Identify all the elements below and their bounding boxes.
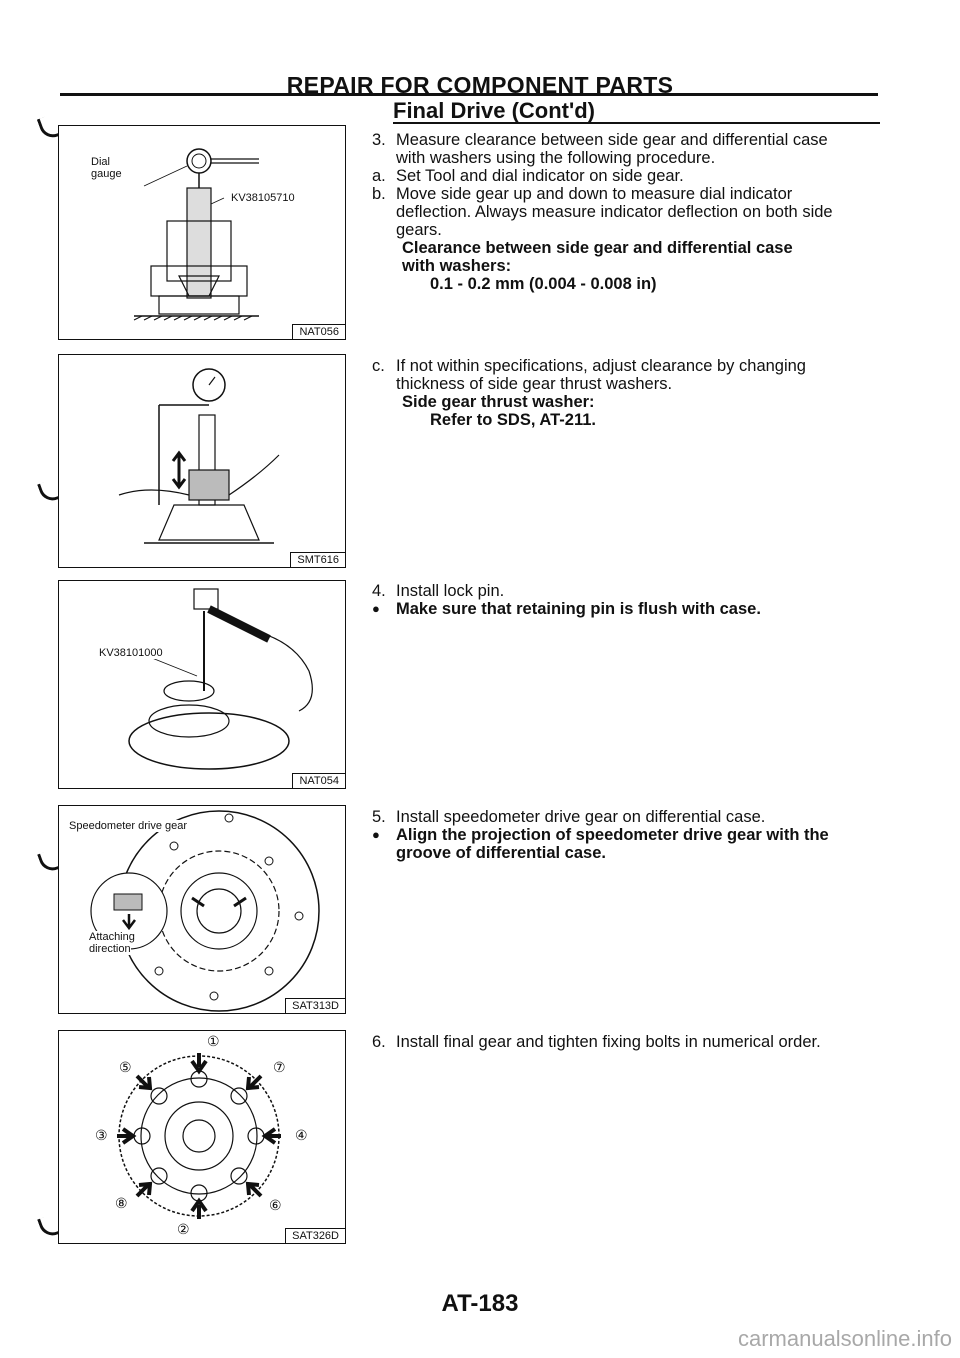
substep-mark: b. [372, 185, 386, 203]
step-number: 4. [372, 582, 386, 600]
step-6-text: Install final gear and tighten fixing bolts in numerical order. [396, 1033, 821, 1051]
fig-label-speedometer: Speedometer drive gear [69, 820, 188, 832]
bullet: ● [372, 601, 380, 616]
step-4-note [372, 600, 882, 618]
figure-code: SAT313D [285, 998, 345, 1013]
figure-dial-gauge [58, 125, 346, 340]
figure-speedometer-gear [58, 805, 346, 1014]
fig-label-attaching: Attaching [89, 931, 135, 943]
step-number: 5. [372, 808, 386, 826]
bolt-number-7: ⑦ [273, 1059, 286, 1075]
step-6 [372, 1033, 882, 1051]
step-4-text: Install lock pin. [396, 582, 505, 600]
spec-title: with washers: [402, 257, 512, 275]
figure-lock-pin [58, 580, 346, 789]
spec-title: Clearance between side gear and differential case [402, 239, 793, 257]
step-c [372, 357, 882, 393]
step-3b-line3: gears. [396, 221, 442, 239]
figure-code: NAT056 [292, 324, 345, 339]
step-3-line1: Measure clearance between side gear and differential case [396, 131, 828, 149]
step-6-block [372, 1033, 882, 1051]
step-c-block [372, 357, 882, 429]
spec-value: Refer to SDS, AT-211. [430, 411, 596, 429]
step-3a [372, 167, 882, 185]
figure-bolt-order [58, 1030, 346, 1244]
bolt-number-3: ③ [95, 1127, 108, 1143]
step-5-block [372, 808, 882, 862]
figure-code: SAT326D [285, 1228, 345, 1243]
step-4-block [372, 582, 882, 618]
step-c-line2: thickness of side gear thrust washers. [396, 375, 673, 393]
bullet: ● [372, 827, 380, 842]
figure-measure [58, 354, 346, 568]
step-3a-text: Set Tool and dial indicator on side gear. [396, 167, 684, 185]
spec-value: 0.1 - 0.2 mm (0.004 - 0.008 in) [430, 275, 657, 293]
bolt-number-8: ⑧ [115, 1195, 128, 1211]
spec-title: Side gear thrust washer: [402, 393, 595, 411]
bolt-number-6: ⑥ [269, 1197, 282, 1213]
bolt-number-1: ① [207, 1033, 220, 1049]
section-rule [393, 122, 880, 124]
fig-label-direction: direction [89, 943, 131, 955]
step-number: 3. [372, 131, 386, 149]
fig-label-dial: Dial [91, 156, 110, 168]
figure-code: SMT616 [290, 552, 345, 567]
measure-illustration [59, 355, 345, 567]
header-rule [60, 93, 878, 96]
lock-pin-illustration [59, 581, 345, 788]
step-5-text: Install speedometer drive gear on differential case. [396, 808, 766, 826]
step-3b-line1: Move side gear up and down to measure dial indicator [396, 185, 793, 203]
step-3 [372, 131, 882, 167]
step-5-note [372, 826, 882, 862]
step-4-note-text: Make sure that retaining pin is flush with case. [396, 600, 761, 618]
step-c-line1: If not within specifications, adjust clearance by changing [396, 357, 806, 375]
step-number: 6. [372, 1033, 386, 1051]
step-5 [372, 808, 882, 826]
step-3-line2: with washers using the following procedure. [396, 149, 716, 167]
step-3b [372, 185, 882, 239]
fig-label-tool: KV38101000 [99, 647, 163, 659]
substep-mark: a. [372, 167, 386, 185]
step-3-block [372, 131, 882, 293]
step-4 [372, 582, 882, 600]
page-number: AT-183 [441, 1290, 519, 1317]
speedometer-gear-illustration [59, 806, 345, 1013]
step-5-note-line2: groove of differential case. [396, 844, 606, 862]
bolt-number-4: ④ [295, 1127, 308, 1143]
step-5-note-line1: Align the projection of speedometer drive gear with the [396, 826, 829, 844]
section-title: Final Drive (Cont'd) [393, 98, 596, 123]
page-header: REPAIR FOR COMPONENT PARTS [286, 72, 674, 98]
step-3b-line2: deflection. Always measure indicator deflection on both side [396, 203, 833, 221]
watermark: carmanualsonline.info [737, 1326, 952, 1351]
fig-label-tool: KV38105710 [231, 192, 295, 204]
fig-label-gauge: gauge [91, 168, 122, 180]
bolt-number-2: ② [177, 1221, 190, 1237]
substep-mark: c. [372, 357, 385, 375]
figure-code: NAT054 [292, 773, 345, 788]
bolt-number-5: ⑤ [119, 1059, 132, 1075]
